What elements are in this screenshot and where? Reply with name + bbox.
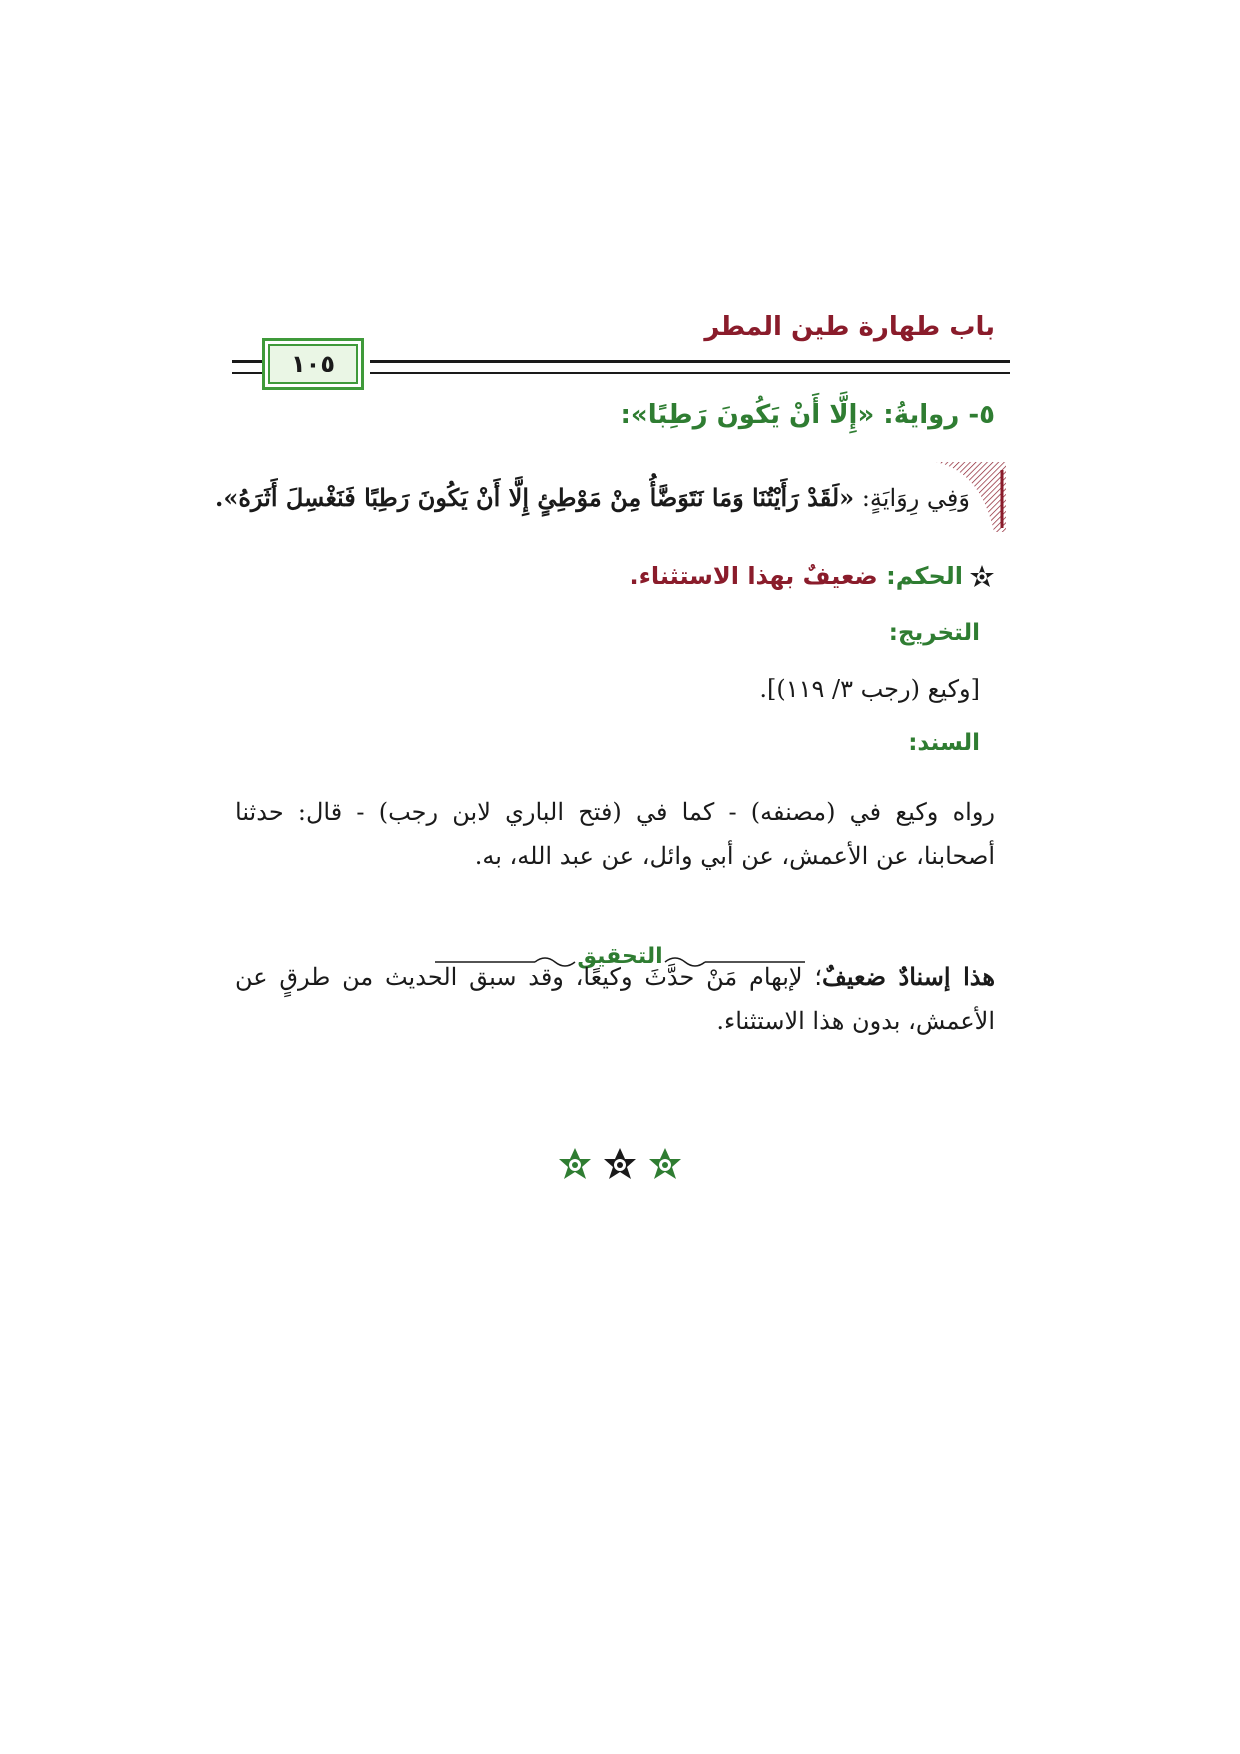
section-heading: ٥- روايةُ: «إِلَّا أَنْ يَكُونَ رَطِبًا»:	[620, 400, 995, 430]
narration-lead: وَفِي رِوَايَةٍ:	[854, 484, 970, 512]
tahqiq-bold: هذا إسنادٌ ضعيفٌ	[822, 962, 995, 991]
sanad-heading: السند:	[908, 730, 980, 756]
narration	[215, 483, 970, 512]
sanad-paragraph: رواه وكيع في (مصنفه) - كما في (فتح الباري لابن رجب) - قال: حدثنا أصحابنا، عن الأعمش، عن أبي وائل، عن عبد الله، به.	[235, 798, 995, 870]
ruling-value: ضعيفٌ بهذا الاستثناء.	[629, 562, 878, 590]
tahqiq-paragraph	[235, 955, 995, 1043]
page-number-badge	[262, 338, 364, 390]
flower-ornament-icon	[969, 564, 995, 590]
header-rule-left	[232, 360, 262, 374]
ruling	[629, 562, 995, 590]
takhrij-reference: [وكيع (رجب ٣/ ١١٩)].	[759, 675, 980, 703]
tahqiq-text: ؛ لإبهام مَنْ حدَّثَ وكيعًا، وقد سبق الحديث من طرقٍ عن الأعمش، بدون هذا الاستثناء.	[235, 963, 995, 1035]
chapter-title: باب طهارة طين المطر	[704, 312, 995, 342]
takhrij-heading: التخريج:	[888, 620, 980, 646]
ruling-label: الحكم:	[877, 562, 963, 590]
page-number: ١٠٥	[291, 350, 335, 378]
tahqiq-heading: التحقيق	[577, 944, 663, 969]
narration-quote: «لَقَدْ رَأَيْتُنَا وَمَا نَتَوَضَّأُ مِنْ مَوْطِئٍ إِلَّا أَنْ يَكُونَ رَطِبًا فَنَغْسِلَ أَثَرَهُ».	[214, 483, 855, 512]
closing-ornament-icon	[555, 1145, 685, 1185]
header-rule	[370, 360, 1010, 374]
